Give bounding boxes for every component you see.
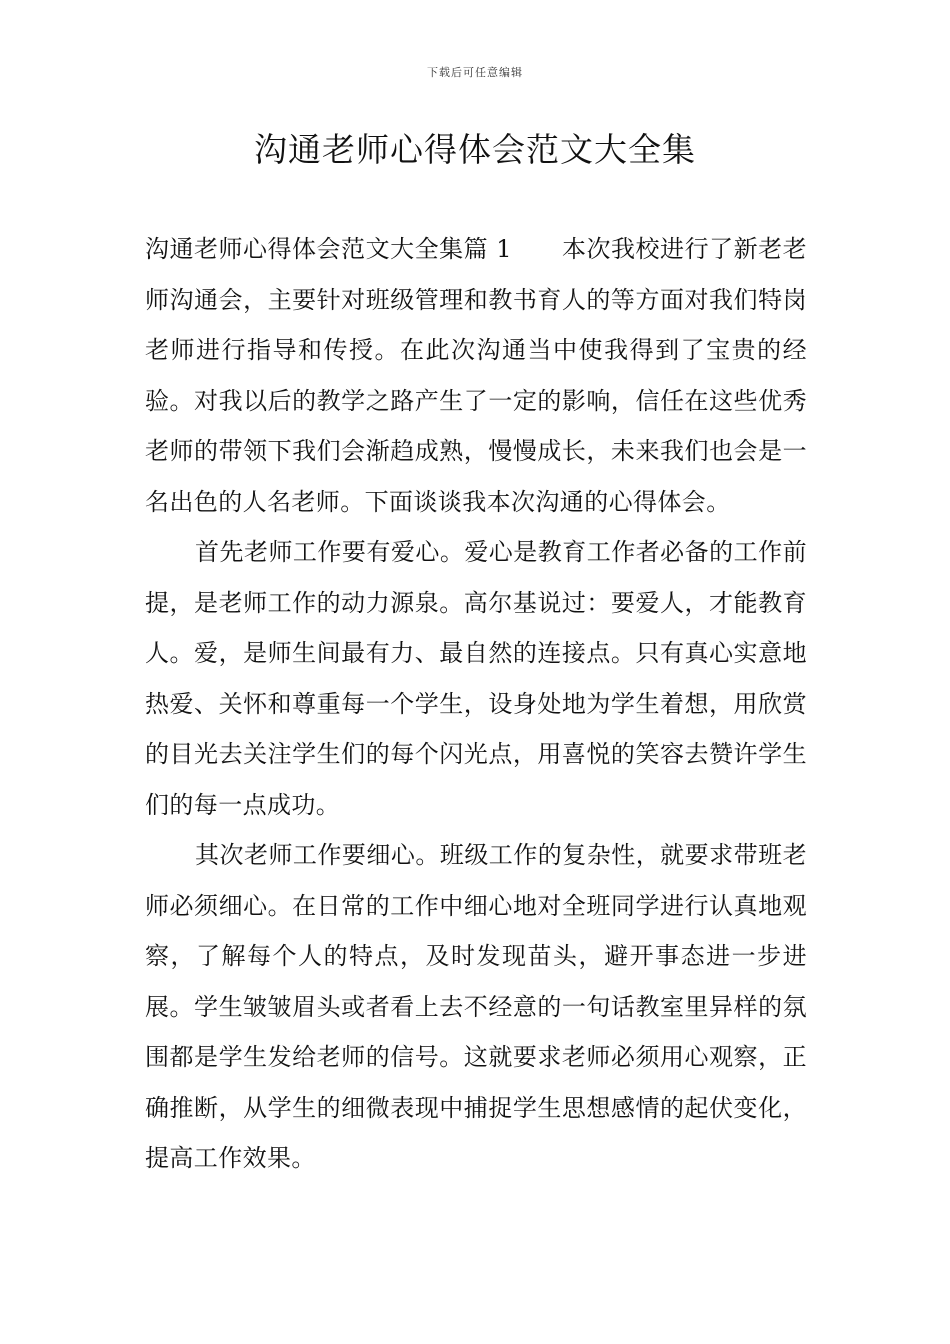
document-body bbox=[145, 224, 807, 1184]
document-title: 沟通老师心得体会范文大全集 bbox=[254, 130, 696, 169]
paragraph-2: 首先老师工作要有爱心。爱心是教育工作者必备的工作前提，是老师工作的动力源泉。高尔基说过：要爱人，才能教育人。爱，是师生间最有力、最自然的连接点。只有真心实意地热爱、关怀和尊重每一个学生，设身处地为学生着想，用欣赏的目光去关注学生们的每个闪光点，用喜悦的笑容去赞许学生们的每一点成功。 bbox=[145, 538, 807, 819]
paragraph-1-text: 本次我校进行了新老老师沟通会，主要针对班级管理和教书育人的等方面对我们特岗老师进行指导和传授。在此次沟通当中使我得到了宝贵的经验。对我以后的教学之路产生了一定的影响，信任在这些优秀老师的带领下我们会渐趋成熟，慢慢成长，未来我们也会是一名出色的人名老师。下面谈谈我本次沟通的心得体会。 bbox=[145, 235, 807, 516]
section-heading: 沟通老师心得体会范文大全集篇 1 bbox=[145, 235, 512, 263]
paragraph-3: 其次老师工作要细心。班级工作的复杂性，就要求带班老师必须细心。在日常的工作中细心地对全班同学进行认真地观察，了解每个人的特点，及时发现苗头，避开事态进一步进展。学生皱皱眉头或者看上去不经意的一句话教室里异样的氛围都是学生发给老师的信号。这就要求老师必须用心观察，正确推断，从学生的细微表现中捕捉学生思想感情的起伏变化，提高工作效果。 bbox=[145, 841, 807, 1172]
page-header-note: 下载后可任意编辑 bbox=[427, 66, 523, 79]
paragraph-intro bbox=[145, 224, 807, 527]
